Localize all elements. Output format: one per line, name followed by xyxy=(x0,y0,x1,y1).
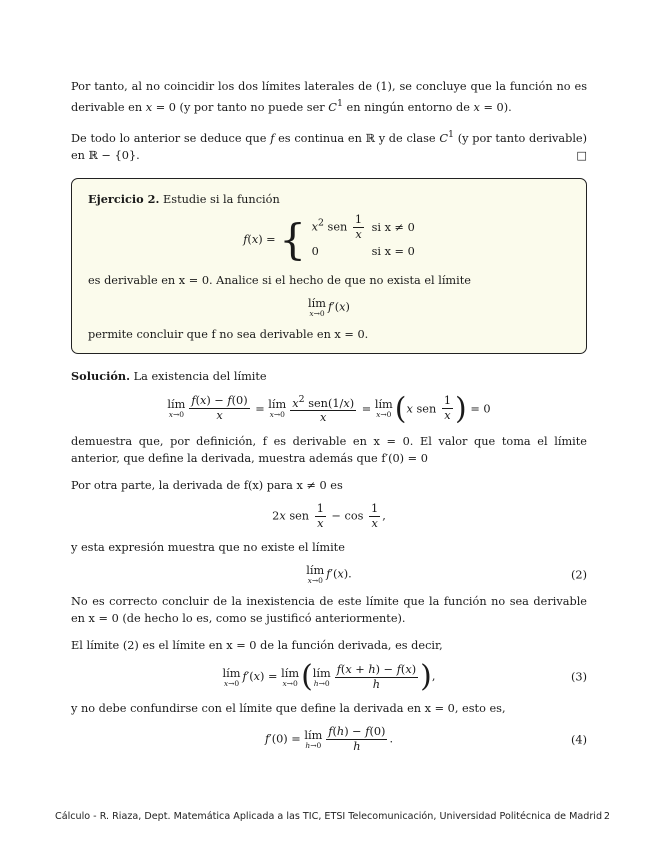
derivative-expression: 2x sen $\frac{1}{x}$ − cos $\frac{1}{x}$ , xyxy=(272,502,386,531)
paragraph-intro-2: De todo lo anterior se deduce que f es continua en ℝ y de clase $C^1$ (y por tanto derivable) en ℝ − {0}. □ xyxy=(71,128,588,162)
exercise-statement: Ejercicio 2. Estudie si la función xyxy=(88,191,280,206)
solution-text-5: No es correcto concluir de la inexistencia de este límite que la función no sea derivable en x = 0 (de hecho lo es, como se justificó anteriormente). xyxy=(71,595,587,626)
exercise-label: Ejercicio 2. xyxy=(88,191,160,206)
equation-number-2: (2) xyxy=(570,568,587,582)
limit-display: lím x→0 f′(x) xyxy=(308,296,350,318)
paragraph-intro-1: Por tanto, al no coincidir los dos límites laterales de (1), se concluye que la función no es derivable en x = 0 (y por tanto no puede ser $C^1$ en ningún entorno de x = 0). xyxy=(71,80,587,114)
solution-text-3: Por otra parte, la derivada de f(x) para x ≠ 0 es xyxy=(71,479,343,493)
solution-text-6: El límite (2) es el límite en x = 0 de la función derivada, es decir, xyxy=(71,639,443,653)
equation-3: lím x→0 f′(x) = lím x→0 (lím h→0 $\frac{f(x + h) - f(x)}{h}$ ), (3) xyxy=(222,659,587,695)
qed-mark: □ xyxy=(576,148,587,162)
solution-text-7: y no debe confundirse con el límite que define la derivada en x = 0, esto es, xyxy=(71,702,506,716)
solution-text-2: demuestra que, por definición, f es derivable en x = 0. El valor que toma el límite anterior, que define la derivada, muestra además que f′(0) = 0 xyxy=(71,435,587,466)
piecewise-function: f(x) = { $x^2$ sen $\frac{1}{x}$ si x ≠ 0 0 si x = 0 xyxy=(243,213,415,264)
solution-intro: Solución. La existencia del límite xyxy=(71,368,267,383)
footer-text: Cálculo - R. Riaza, Dept. Matemática Aplicada a las TIC, ETSI Telecomunicación, Universidad Politécnica de Madrid xyxy=(55,811,603,822)
equation-4: f′(0) = lím h→0 $\frac{f(h) - f(0)}{h}$ . (4) xyxy=(264,725,587,754)
solution-text-4: y esta expresión muestra que no existe el límite xyxy=(71,541,345,555)
equation-number-3: (3) xyxy=(570,670,587,684)
exercise-text-2: es derivable en x = 0. Analice si el hecho de que no exista el límite xyxy=(88,273,471,287)
exercise-text-3: permite concluir que f no sea derivable en x = 0. xyxy=(88,327,369,341)
page-body xyxy=(71,78,587,762)
equation-2: lím x→0 f′(x). (2) xyxy=(306,564,587,586)
page-number: 2 xyxy=(603,811,610,822)
equation-number-4: (4) xyxy=(570,733,587,747)
solution-label: Solución. xyxy=(71,368,131,383)
limit-equation-1: lím x→0 $\frac{f(x) - f(0)}{x}$ = lím x→0 $\frac{x^2 sen(1/x)}{x}$ = lím x→0 (x sen $\frac{1}{x}$ ) = 0 xyxy=(167,390,491,426)
exercise-box xyxy=(71,178,587,354)
page-footer xyxy=(55,808,610,825)
